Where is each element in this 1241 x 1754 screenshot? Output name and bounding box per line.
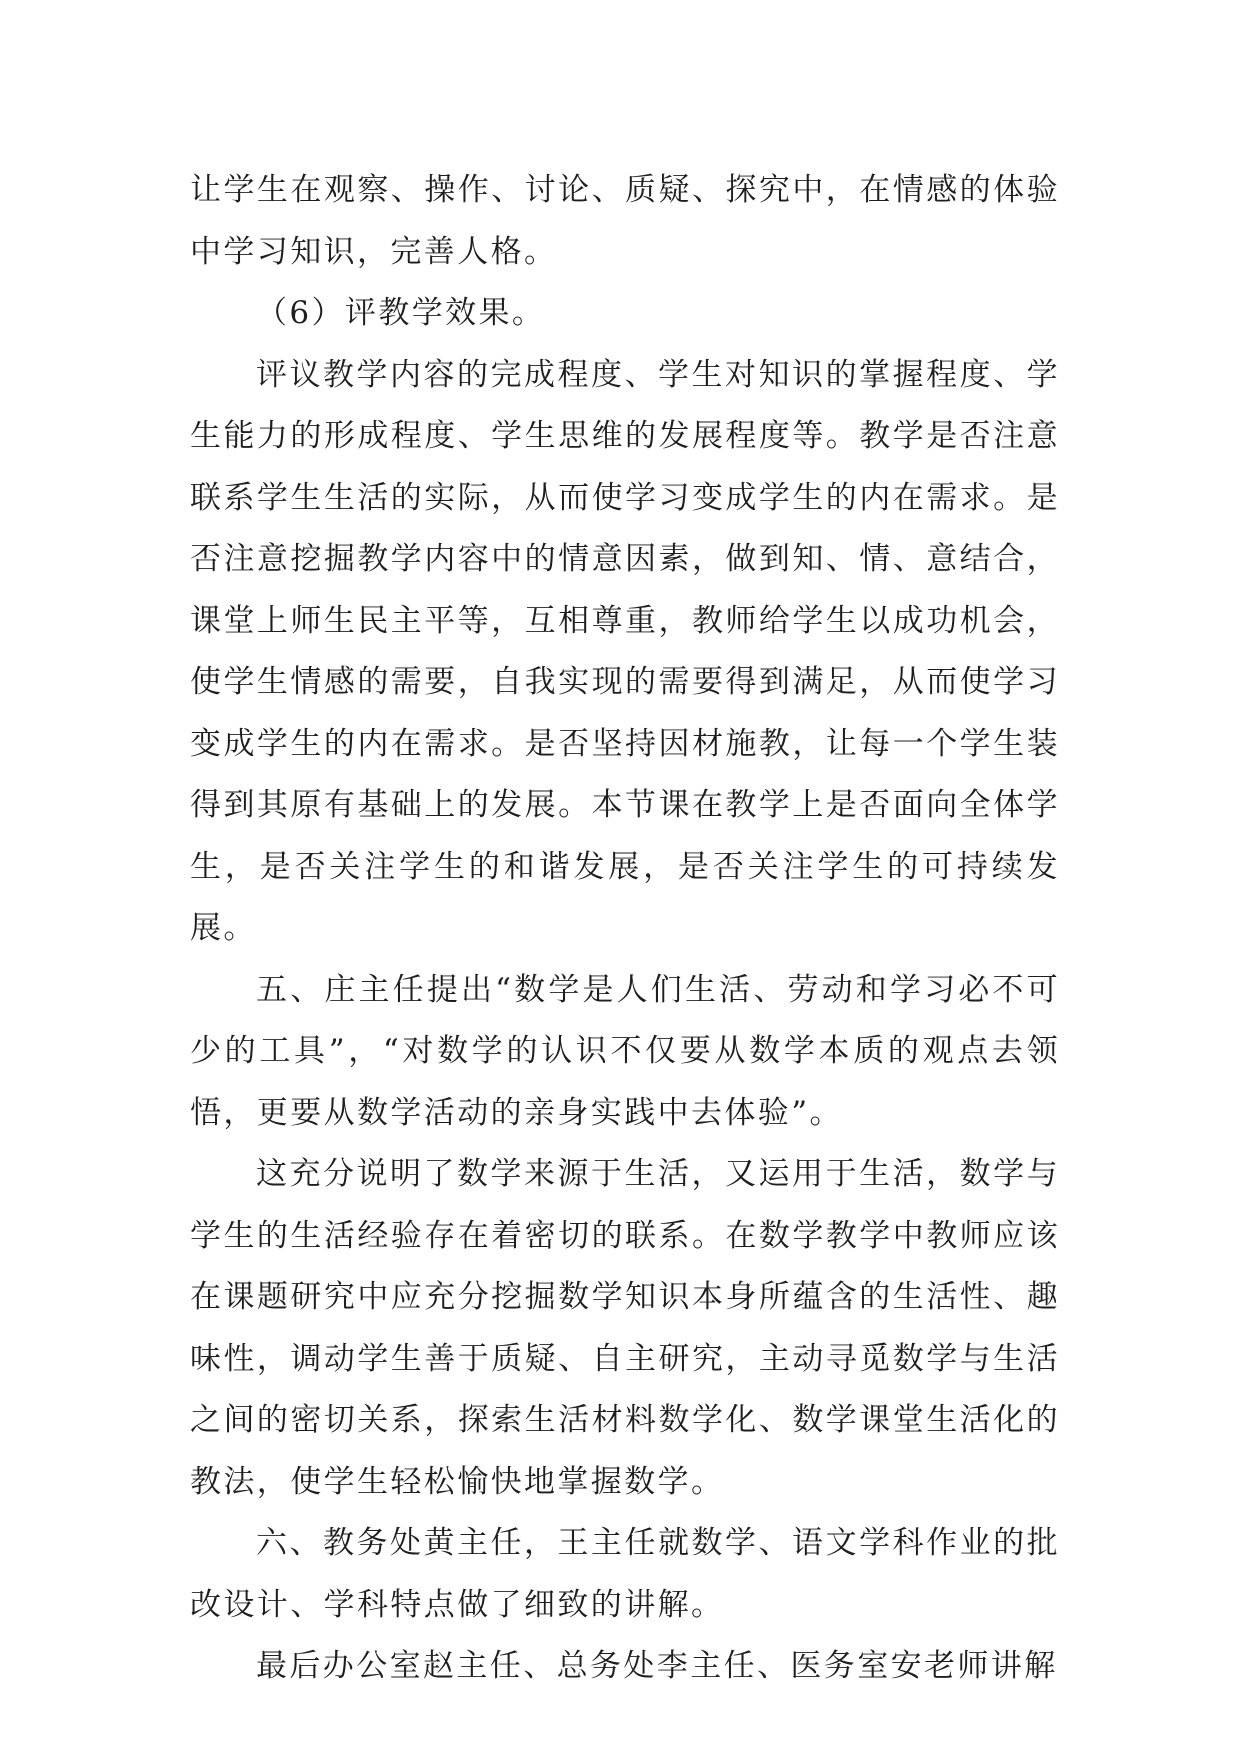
paragraph-section-six: 六、教务处黄主任，王主任就数学、语文学科作业的批改设计、学科特点做了细致的讲解。 bbox=[190, 1525, 1060, 1623]
paragraph-final: 最后办公室赵主任、总务处李主任、医务室安老师讲解 bbox=[256, 1648, 1058, 1684]
paragraph-math-life: 这充分说明了数学来源于生活，又运用于生活，数学与学生的生活经验存在着密切的联系。在数学教学中教师应该在课题研究中应充分挖掘数学知识本身所蕴含的生活性、趣味性，调动学生善于质疑、自主研究，主动寻觅数学与生活之间的密切关系，探索生活材料数学化、数学课堂生活化的教法，使学生轻松愉快地掌握数学。 bbox=[190, 1156, 1060, 1500]
paragraph-evaluation-details: 评议教学内容的完成程度、学生对知识的掌握程度、学生能力的形成程度、学生思维的发展程度等。教学是否注意联系学生生活的实际，从而使学习变成学生的内在需求。是否注意挖掘教学内容中的情意因素，做到知、情、意结合，课堂上师生民主平等，互相尊重，教师给学生以成功机会，使学生情感的需要，自我实现的需要得到满足，从而使学习变成学生的内在需求。是否坚持因材施教，让每一个学生装得到其原有基础上的发展。本节课在教学上是否面向全体学生，是否关注学生的和谐发展，是否关注学生的可持续发展。 bbox=[190, 356, 1060, 946]
paragraph-section-five: 五、庄主任提出“数学是人们生活、劳动和学习必不可少的工具”，“对数学的认识不仅要从数学本质的观点去领悟，更要从数学活动的亲身实践中去体验”。 bbox=[190, 971, 1060, 1131]
paragraph-heading-evaluate-effect: （6）评教学效果。 bbox=[256, 295, 546, 331]
paragraph-continuation: 让学生在观察、操作、讨论、质疑、探究中，在情感的体验中学习知识，完善人格。 bbox=[190, 172, 1060, 270]
document-body bbox=[190, 160, 1060, 1698]
